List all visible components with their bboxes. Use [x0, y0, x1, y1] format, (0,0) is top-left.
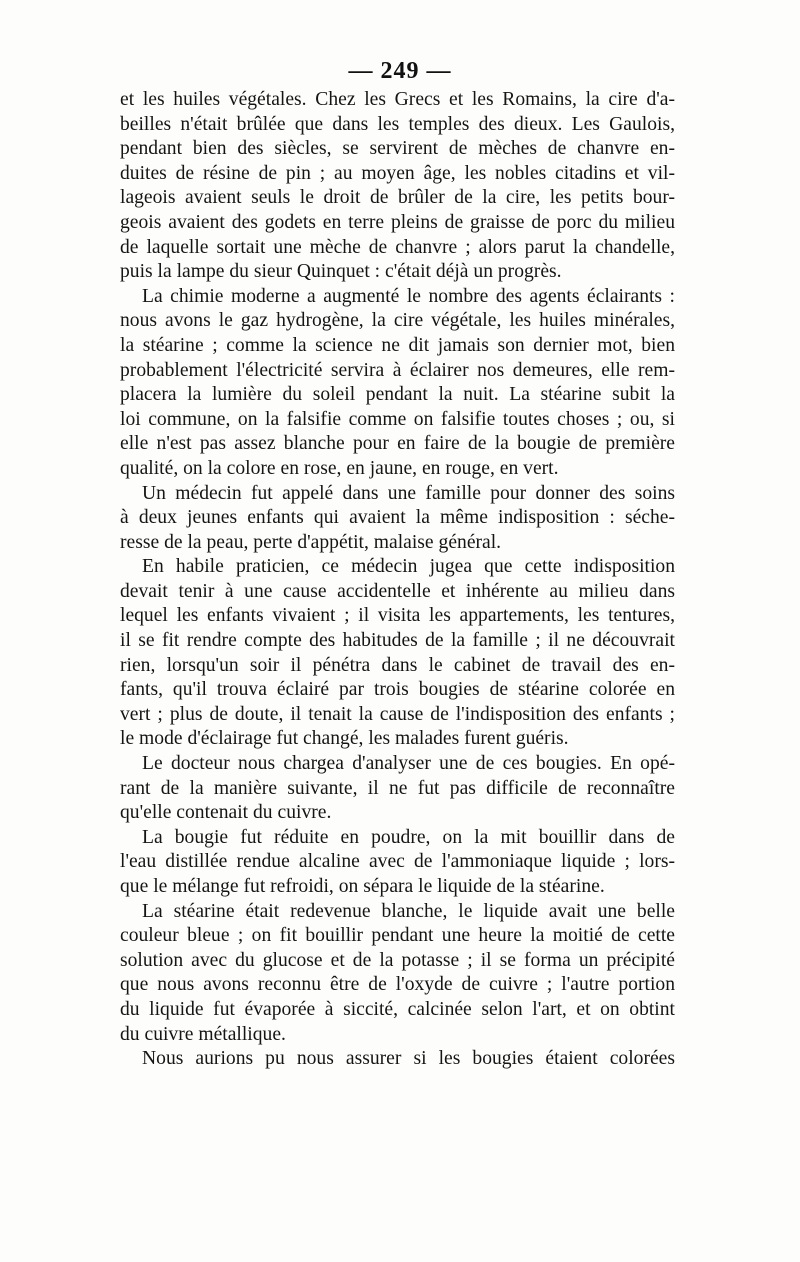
text-line: nous avons le gaz hydrogène, la cire végétale, les huiles minérales,: [120, 310, 675, 332]
text-line: que le mélange fut refroidi, on sépara le liquide de la stéarine.: [120, 876, 605, 897]
paragraph: [120, 285, 675, 482]
text-line: resse de la peau, perte d'appétit, malaise général.: [120, 531, 502, 553]
text-line: solution avec du glucose et de la potasse ; il se forma un précipité: [120, 949, 675, 971]
paragraph: [120, 1047, 675, 1072]
text-line: duites de résine de pin ; au moyen âge, les nobles citadins et vil-: [120, 162, 675, 184]
paragraph: [120, 826, 675, 900]
paragraph: [120, 555, 675, 752]
page-number: — 249 —: [348, 58, 452, 84]
text-line: couleur bleue ; on fit bouillir pendant une heure la moitié de cette: [120, 925, 675, 947]
text-line: Nous aurions pu nous assurer si les bougies étaient colorées: [142, 1048, 675, 1070]
text-line: beilles n'était brûlée que dans les temples des dieux. Les Gaulois,: [120, 113, 675, 135]
text-line: lequel les enfants vivaient ; il visita les appartements, les tentures,: [120, 605, 675, 627]
text-line: et les huiles végétales. Chez les Grecs et les Romains, la cire d'a-: [120, 89, 675, 110]
text-line: vert ; plus de doute, il tenait la cause de l'indisposition des enfants ;: [120, 703, 675, 725]
paragraph: [120, 752, 675, 826]
text-line: de laquelle sortait une mèche de chanvre ; alors parut la chandelle,: [120, 236, 675, 258]
paragraph: [120, 88, 675, 285]
text-line: il se fit rendre compte des habitudes de la famille ; il ne découvrait: [120, 630, 675, 652]
text-line: En habile praticien, ce médecin jugea que cette indisposition: [142, 556, 675, 578]
text-line: qu'elle contenait du cuivre.: [120, 802, 332, 824]
text-line: devait tenir à une cause accidentelle et inhérente au milieu dans: [120, 580, 675, 602]
text-line: placera la lumière du soleil pendant la nuit. La stéarine subit la: [120, 384, 675, 406]
text-line: du cuivre métallique.: [120, 1023, 286, 1045]
text-line: qualité, on la colore en rose, en jaune, en rouge, en vert.: [120, 457, 559, 479]
paragraph: [120, 482, 675, 556]
paragraph: [120, 900, 675, 1048]
text-line: loi commune, on la falsifie comme on falsifie toutes choses ; ou, si: [120, 408, 675, 430]
text-line: elle n'est pas assez blanche pour en faire de la bougie de première: [120, 433, 675, 455]
text-line: pendant bien des siècles, se servirent de mèches de chanvre en-: [120, 138, 675, 160]
text-line: fants, qu'il trouva éclairé par trois bougies de stéarine colorée en: [120, 679, 675, 701]
text-line: puis la lampe du sieur Quinquet : c'était déjà un progrès.: [120, 261, 562, 283]
text-line: la stéarine ; comme la science ne dit jamais son dernier mot, bien: [120, 334, 675, 356]
text-line: geois avaient des godets en terre pleins de graisse de porc du milieu: [120, 211, 675, 233]
text-line: rant de la manière suivante, il ne fut pas difficile de reconnaître: [120, 777, 675, 799]
text-line: La bougie fut réduite en poudre, on la mit bouillir dans de: [142, 826, 675, 848]
text-line: du liquide fut évaporée à siccité, calcinée selon l'art, et on obtint: [120, 998, 675, 1020]
text-line: à deux jeunes enfants qui avaient la même indisposition : séche-: [120, 507, 675, 529]
text-line: rien, lorsqu'un soir il pénétra dans le cabinet de travail des en-: [120, 654, 675, 676]
text-line: La chimie moderne a augmenté le nombre des agents éclairants :: [142, 285, 675, 307]
text-line: probablement l'électricité servira à éclairer nos demeures, elle rem-: [120, 359, 675, 381]
text-line: que nous avons reconnu être de l'oxyde de cuivre ; l'autre portion: [120, 974, 675, 996]
text-line: le mode d'éclairage fut changé, les malades furent guéris.: [120, 728, 569, 750]
text-line: La stéarine était redevenue blanche, le liquide avait une belle: [142, 900, 675, 922]
text-line: Un médecin fut appelé dans une famille pour donner des soins: [142, 482, 675, 504]
text-line: lageois avaient seuls le droit de brûler de la cire, les petits bour-: [120, 187, 675, 209]
body-text: [120, 88, 675, 1072]
text-line: l'eau distillée rendue alcaline avec de l'ammoniaque liquide ; lors-: [120, 851, 675, 873]
text-line: Le docteur nous chargea d'analyser une de ces bougies. En opé-: [142, 753, 675, 775]
